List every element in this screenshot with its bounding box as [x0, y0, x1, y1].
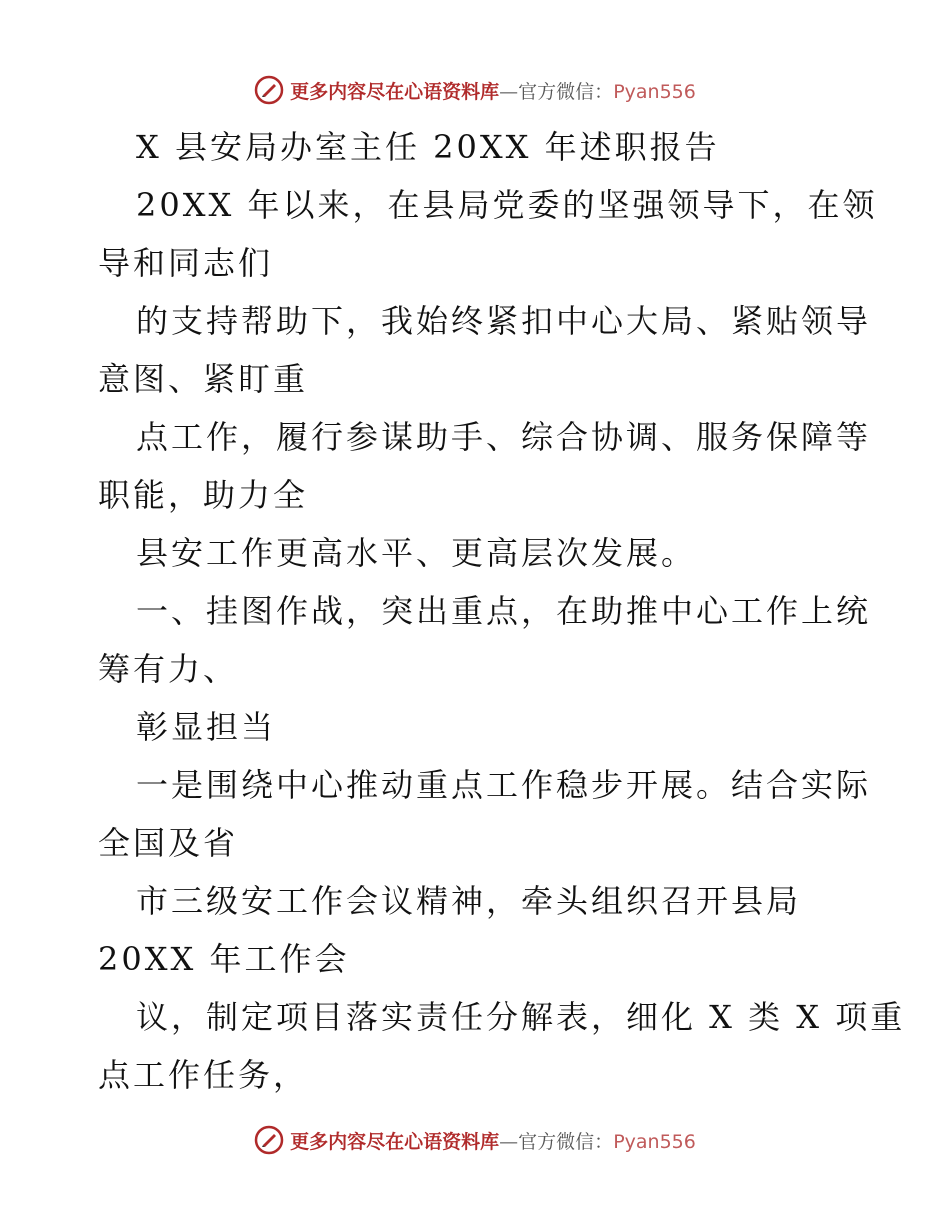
text-line: 全国及省 [98, 824, 239, 862]
text-line: 一是围绕中心推动重点工作稳步开展。结合实际 [136, 766, 872, 804]
watermark-text [290, 1127, 696, 1154]
text-line: 点工作，履行参谋助手、综合协调、服务保障等 [136, 418, 872, 456]
seal-logo-icon [254, 75, 284, 105]
header-watermark-banner [0, 70, 950, 110]
watermark-wechat-id: Pyan556 [613, 80, 696, 103]
watermark-wechat-label: 官方微信： [518, 80, 614, 103]
text-line: 的支持帮助下，我始终紧扣中心大局、紧贴领导 [136, 302, 872, 340]
document-body [98, 118, 906, 1104]
footer-watermark-banner [0, 1120, 950, 1160]
watermark-main-text: 更多内容尽在心语资料库 [290, 80, 500, 103]
text-line: 县安工作更高水平、更高层次发展。 [136, 534, 697, 572]
text-line: 市三级安工作会议精神，牵头组织召开县局 [136, 882, 802, 920]
watermark-wechat-id: Pyan556 [613, 1130, 696, 1153]
text-line: 20XX 年工作会 [98, 940, 350, 978]
text-line: 议，制定项目落实责任分解表，细化 X 类 X 项重 [136, 998, 906, 1036]
watermark-separator: — [499, 80, 519, 103]
text-line: 点工作任务， [98, 1056, 309, 1094]
section-heading-line: 一、挂图作战，突出重点，在助推中心工作上统 [136, 592, 872, 630]
watermark-separator: — [499, 1130, 519, 1153]
watermark-main-text: 更多内容尽在心语资料库 [290, 1130, 500, 1153]
text-line: 职能，助力全 [98, 476, 309, 514]
watermark-text [290, 77, 696, 104]
text-line: 意图、紧盯重 [98, 360, 309, 398]
watermark-wechat-label: 官方微信： [518, 1130, 614, 1153]
document-title: X 县安局办室主任 20XX 年述职报告 [136, 128, 720, 166]
section-heading-line: 彰显担当 [136, 708, 277, 746]
text-line: 导和同志们 [98, 244, 274, 282]
seal-logo-icon [254, 1125, 284, 1155]
section-heading-line: 筹有力、 [98, 650, 239, 688]
text-line: 20XX 年以来，在县局党委的坚强领导下，在领 [136, 186, 878, 224]
